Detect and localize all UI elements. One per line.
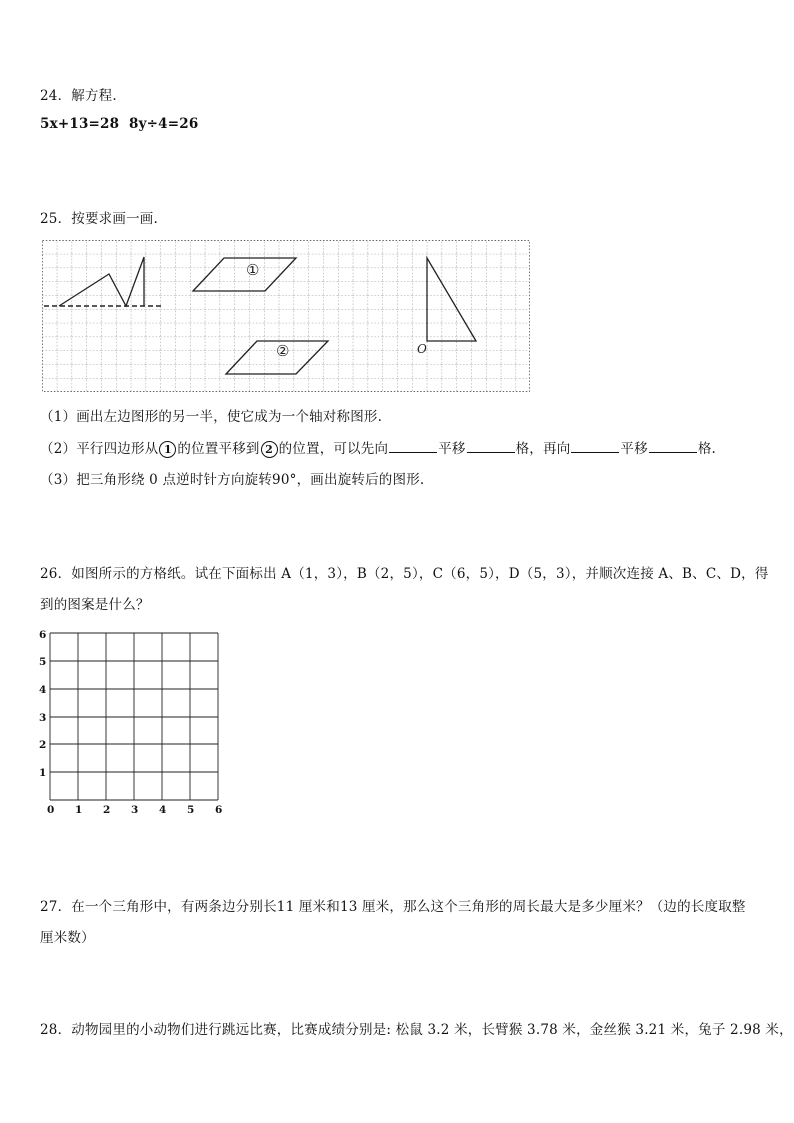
q25-sub1: （1）画出左边图形的另一半，使它成为一个轴对称图形.	[40, 409, 383, 425]
q25-sub2-circle-2: 2	[261, 441, 278, 458]
q26-y-label-2: 2	[39, 739, 47, 751]
q26-line-2: 到的图案是什么？	[40, 597, 150, 613]
q26-x-label-4: 4	[159, 804, 167, 816]
q27-line-1: 27．在一个三角形中，有两条边分别长11 厘米和13 厘米，那么这个三角形的周长最大是多少厘米？（边的长度取整	[40, 899, 746, 915]
q25-sub2-text-b: 的位置平移到	[177, 441, 260, 457]
q25-blank-direction-1[interactable]	[389, 451, 437, 453]
q25-grid-figure	[42, 240, 531, 393]
q26-y-label-5: 5	[39, 656, 47, 668]
q26-x-label-0: 0	[47, 804, 55, 816]
q25-sub2-text-e: 格，再向	[515, 441, 571, 457]
q25-blank-steps-2[interactable]	[649, 451, 697, 453]
q25-sub2-text-f: 平移	[620, 441, 648, 457]
q26-line-1: 26．如图所示的方格纸。试在下面标出 A（1，3），B（2，5），C（6，5），D（5，3），并顺次连接 A、B、C、D，得	[40, 566, 769, 582]
q25-sub2	[40, 437, 716, 458]
q26-x-label-6: 6	[215, 804, 223, 816]
q26-y-label-4: 4	[39, 684, 47, 696]
q25-sub2-text-g: 格.	[697, 441, 717, 457]
q25-sub2-circle-1: 1	[159, 441, 176, 458]
q25-sub3: （3）把三角形绕 0 点逆时针方向旋转90°，画出旋转后的图形.	[40, 472, 425, 488]
q25-sub2-text-a: （2）平行四边形从	[40, 441, 159, 457]
q26-y-label-3: 3	[39, 712, 47, 724]
q25-title: 25．按要求画一画.	[40, 211, 158, 227]
q25-grid-background	[43, 241, 530, 392]
q25-blank-direction-2[interactable]	[571, 451, 619, 453]
q26-x-label-2: 2	[103, 804, 111, 816]
q25-blank-steps-1[interactable]	[467, 451, 515, 453]
q25-label-o: O	[417, 342, 427, 356]
q28-line-1: 28．动物园里的小动物们进行跳远比赛，比赛成绩分别是: 松鼠 3.2 米，长臂猴 3.78 米，金丝猴 3.21 米，兔子 2.98 米，	[40, 1022, 793, 1038]
q25-sub2-text-c: 的位置，可以先向	[278, 441, 389, 457]
q26-y-label-1: 1	[39, 767, 47, 779]
q24-equation-1: 5x+13=28	[40, 116, 120, 132]
q25-label-1: ①	[246, 261, 260, 279]
q25-sub2-text-d: 平移	[438, 441, 466, 457]
q27-line-2: 厘米数）	[40, 930, 95, 946]
q25-label-2: ②	[276, 342, 290, 360]
q24-title: 24．解方程.	[40, 88, 117, 104]
q26-y-label-6: 6	[39, 629, 47, 641]
q26-x-label-1: 1	[75, 804, 83, 816]
q26-x-label-5: 5	[187, 804, 195, 816]
q26-grid-lines	[50, 633, 218, 800]
q24-equation-2: 8y÷4=26	[129, 116, 199, 132]
q26-coordinate-grid	[35, 625, 230, 820]
q26-x-label-3: 3	[131, 804, 139, 816]
